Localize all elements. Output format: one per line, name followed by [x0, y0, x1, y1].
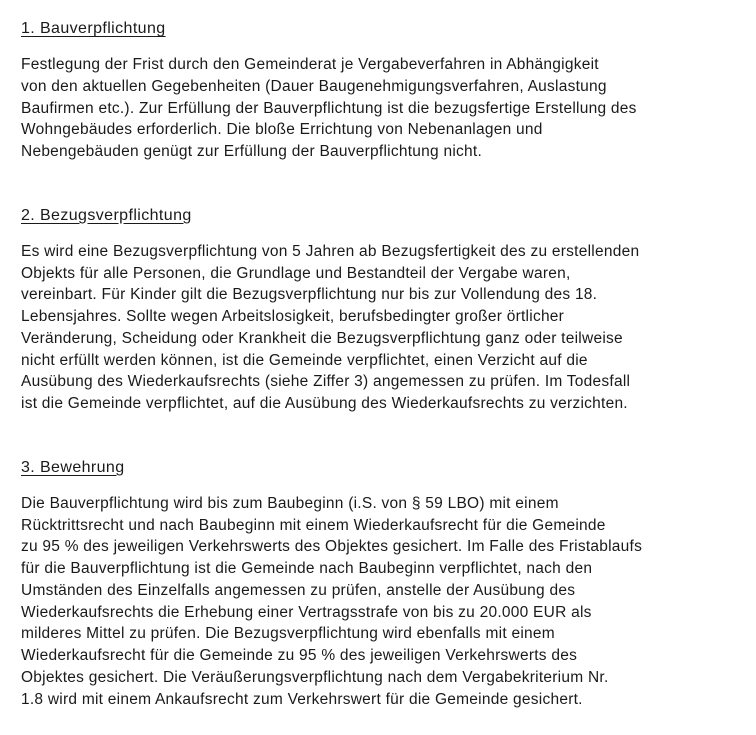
section-paragraph [21, 493, 730, 711]
paragraph-line: Umständen des Einzelfalls angemessen zu prüfen, anstelle der Ausübung des [21, 581, 576, 599]
paragraph-line: Ausübung des Wiederkaufsrechts (siehe Ziffer 3) angemessen zu prüfen. Im Todesfall [21, 373, 631, 391]
paragraph-line: Objektes gesichert. Die Veräußerungsverpflichtung nach dem Vergabekriterium Nr. [21, 668, 609, 686]
paragraph-line: ist die Gemeinde verpflichtet, auf die Ausübung des Wiederkaufsrechts zu verzichten. [21, 395, 628, 412]
document-section [21, 457, 730, 711]
paragraph-line: zu 95 % des jeweiligen Verkehrswerts des Objektes gesichert. Im Falle des Fristablaufs [21, 538, 643, 556]
paragraph-line: Objekts für alle Personen, die Grundlage und Bestandteil der Vergabe waren, [21, 264, 571, 282]
paragraph-line: von den aktuellen Gegebenheiten (Dauer Baugenehmigungsverfahren, Auslastung [21, 77, 607, 95]
section-paragraph [21, 54, 730, 163]
paragraph-line: 1.8 wird mit einem Ankaufsrecht zum Verkehrswert für die Gemeinde gesichert. [21, 690, 583, 708]
section-heading: 1. Bauverpflichtung [21, 20, 166, 37]
paragraph-line: Es wird eine Bezugsverpflichtung von 5 Jahren ab Bezugsfertigkeit des zu erstellenden [21, 242, 640, 260]
paragraph-line: Rücktrittsrecht und nach Baubeginn mit einem Wiederkaufsrecht für die Gemeinde [21, 516, 606, 534]
paragraph-line: für die Bauverpflichtung ist die Gemeinde nach Baubeginn verpflichtet, nach den [21, 560, 593, 577]
paragraph-line: Wiederkaufsrecht für die Gemeinde zu 95 % des jeweiligen Verkehrswerts des [21, 647, 578, 664]
section-heading: 3. Bewehrung [21, 458, 125, 476]
paragraph-line: Festlegung der Frist durch den Gemeinderat je Vergabeverfahren in Abhängigkeit [21, 56, 599, 73]
paragraph-line: milderes Mittel zu prüfen. Die Bezugsverpflichtung wird ebenfalls mit einem [21, 625, 555, 643]
document-section [21, 18, 730, 163]
paragraph-line: Veränderung, Scheidung oder Krankheit die Bezugsverpflichtung ganz oder teilweise [21, 329, 623, 347]
paragraph-line: Wohngebäudes erforderlich. Die bloße Errichtung von Nebenanlagen und [21, 121, 543, 139]
document-section [21, 205, 730, 415]
paragraph-line: nicht erfüllt werden können, ist die Gemeinde verpflichtet, einen Verzicht auf die [21, 351, 588, 369]
paragraph-line: vereinbart. Für Kinder gilt die Bezugsverpflichtung nur bis zur Vollendung des 18. [21, 286, 598, 304]
paragraph-line: Wiederkaufsrechts die Erhebung einer Vertragsstrafe von bis zu 20.000 EUR als [21, 603, 592, 621]
section-paragraph [21, 241, 730, 415]
paragraph-line: Nebengebäuden genügt zur Erfüllung der Bauverpflichtung nicht. [21, 143, 483, 160]
paragraph-line: Baufirmen etc.). Zur Erfüllung der Bauverpflichtung ist die bezugsfertige Erstellung des [21, 99, 637, 117]
section-heading: 2. Bezugsverpflichtung [21, 206, 192, 224]
paragraph-line: Die Bauverpflichtung wird bis zum Baubeginn (i.S. von § 59 LBO) mit einem [21, 494, 559, 512]
paragraph-line: Lebensjahres. Sollte wegen Arbeitslosigkeit, berufsbedingter großer örtlicher [21, 308, 565, 325]
